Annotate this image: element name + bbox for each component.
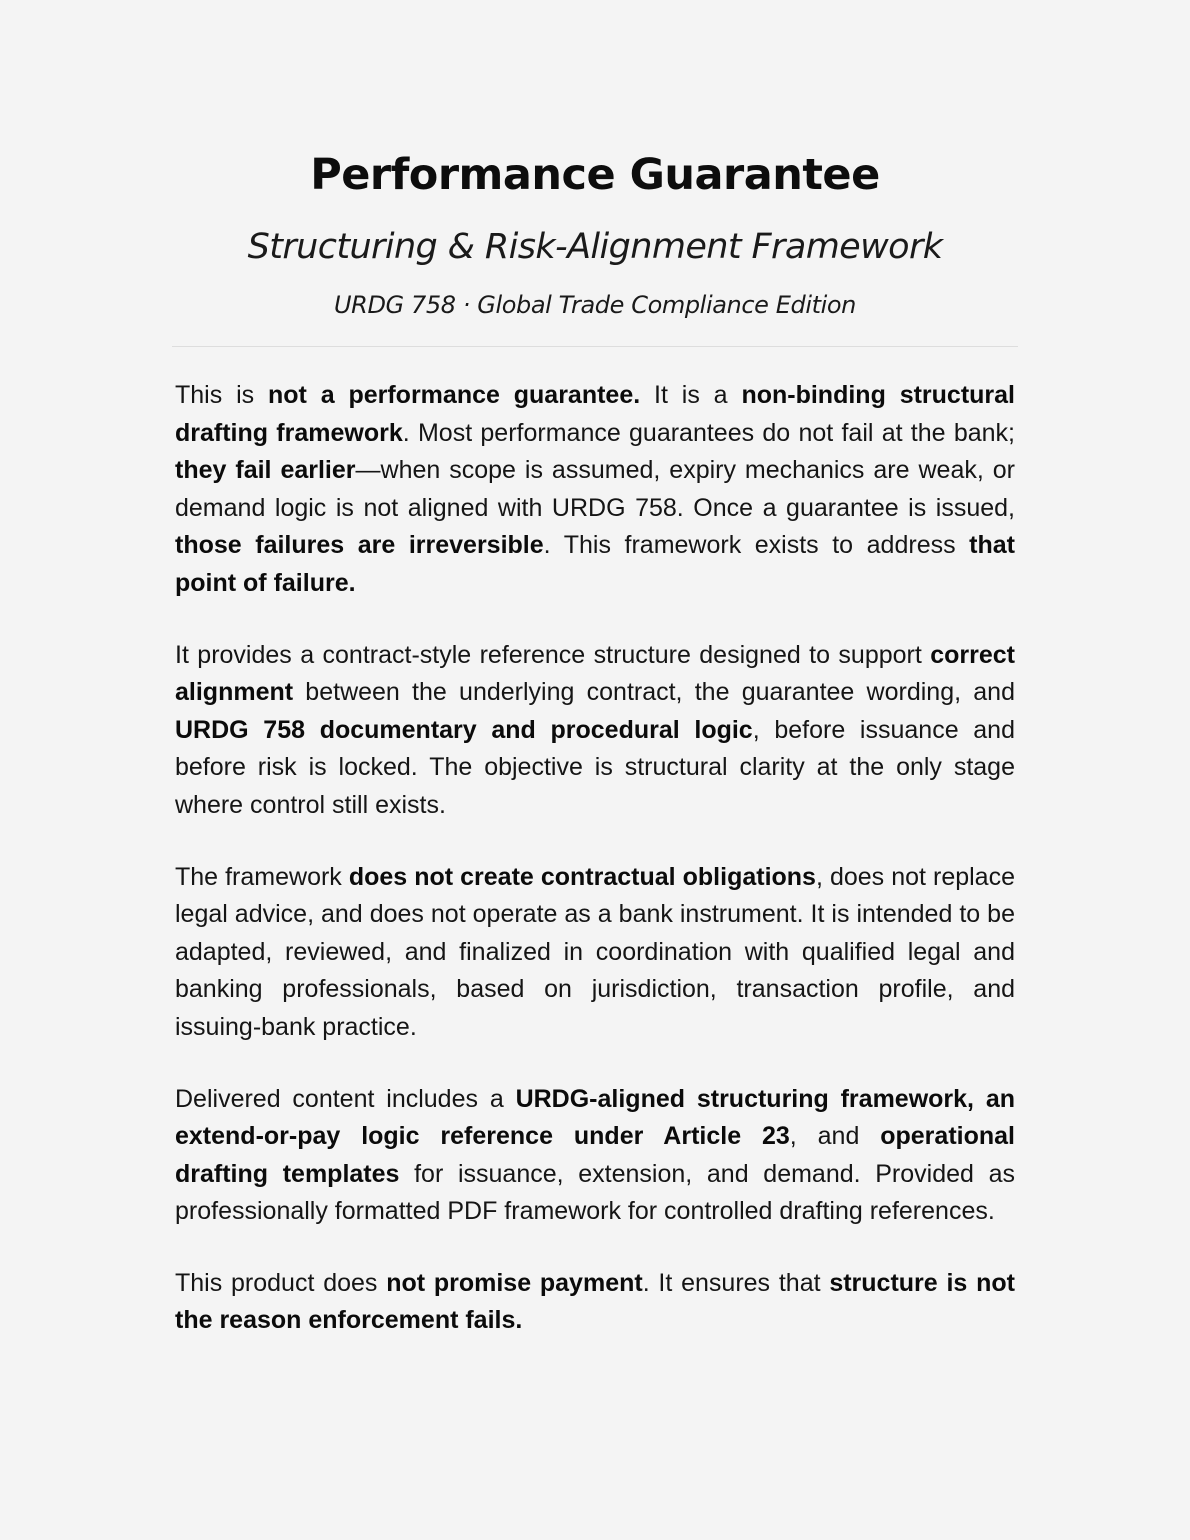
text-segment: . Most performance guarantees do not fail at the bank;: [402, 418, 1015, 447]
paragraph-disclaimer: [175, 859, 1015, 1047]
text-segment: , does not replace legal advice, and does not operate as a bank instrument. It is intended to be adapted, reviewed, and finalized in coordination with qualified legal and banking professionals, based on jurisdiction, transaction profile, and issuing-bank practice.: [175, 862, 1015, 1041]
document-subtitle: Structuring & Risk-Alignment Framework: [247, 227, 943, 267]
text-segment: . It ensures that: [642, 1268, 830, 1297]
text-segment-bold: that point of failure.: [175, 531, 1015, 597]
text-segment: —when scope is assumed, expiry mechanics are weak, or demand logic is not aligned with URDG 758. Once a guarantee is issued,: [175, 456, 1015, 522]
text-segment-bold: structure is not the reason enforcement fails.: [175, 1268, 1015, 1335]
body-text: [172, 377, 1018, 1340]
paragraph-purpose: [175, 637, 1015, 825]
text-segment-bold: not promise payment: [386, 1268, 643, 1297]
paragraph-closing: [175, 1265, 1015, 1340]
edition-line: URDG 758 · Global Trade Compliance Edition: [334, 291, 856, 319]
text-segment-bold: non-binding structural drafting framework: [175, 381, 1015, 447]
text-segment: for issuance, extension, and demand. Provided as professionally formatted PDF framework for controlled drafting references.: [175, 1159, 1016, 1226]
text-segment-bold: they fail earlier: [175, 456, 356, 485]
paragraph-intro: [175, 377, 1015, 603]
text-segment: This product does: [175, 1268, 387, 1297]
text-segment-bold: not a performance guarantee.: [267, 381, 641, 409]
text-segment-bold: does not create contractual obligations: [348, 862, 816, 891]
text-segment: Delivered content includes a: [175, 1084, 516, 1113]
text-segment-bold: operational drafting templates: [175, 1122, 1015, 1188]
text-segment: , and: [789, 1122, 881, 1151]
text-segment-bold: URDG-aligned structuring framework, an extend-or-pay logic reference under Article 23: [175, 1084, 1015, 1151]
text-segment-bold: URDG 758 documentary and procedural logic: [175, 715, 753, 744]
text-segment: , before issuance and before risk is locked. The objective is structural clarity at the only stage where control still exists.: [175, 715, 1015, 819]
paragraph-deliverables: [175, 1081, 1015, 1231]
text-segment: . This framework exists to address: [543, 531, 970, 560]
text-segment: The framework: [175, 862, 349, 891]
text-segment: This is: [175, 381, 268, 409]
text-segment-bold: those failures are irreversible: [175, 531, 544, 560]
header-divider: [172, 346, 1018, 347]
document-title: Performance Guarantee: [310, 150, 880, 200]
text-segment: between the underlying contract, the guarantee wording, and: [293, 678, 1015, 707]
text-segment-bold: correct alignment: [175, 640, 1015, 707]
text-segment: It is a: [640, 381, 742, 409]
text-segment: It provides a contract-style reference structure designed to support: [175, 640, 931, 669]
document-page: [172, 0, 1018, 1340]
